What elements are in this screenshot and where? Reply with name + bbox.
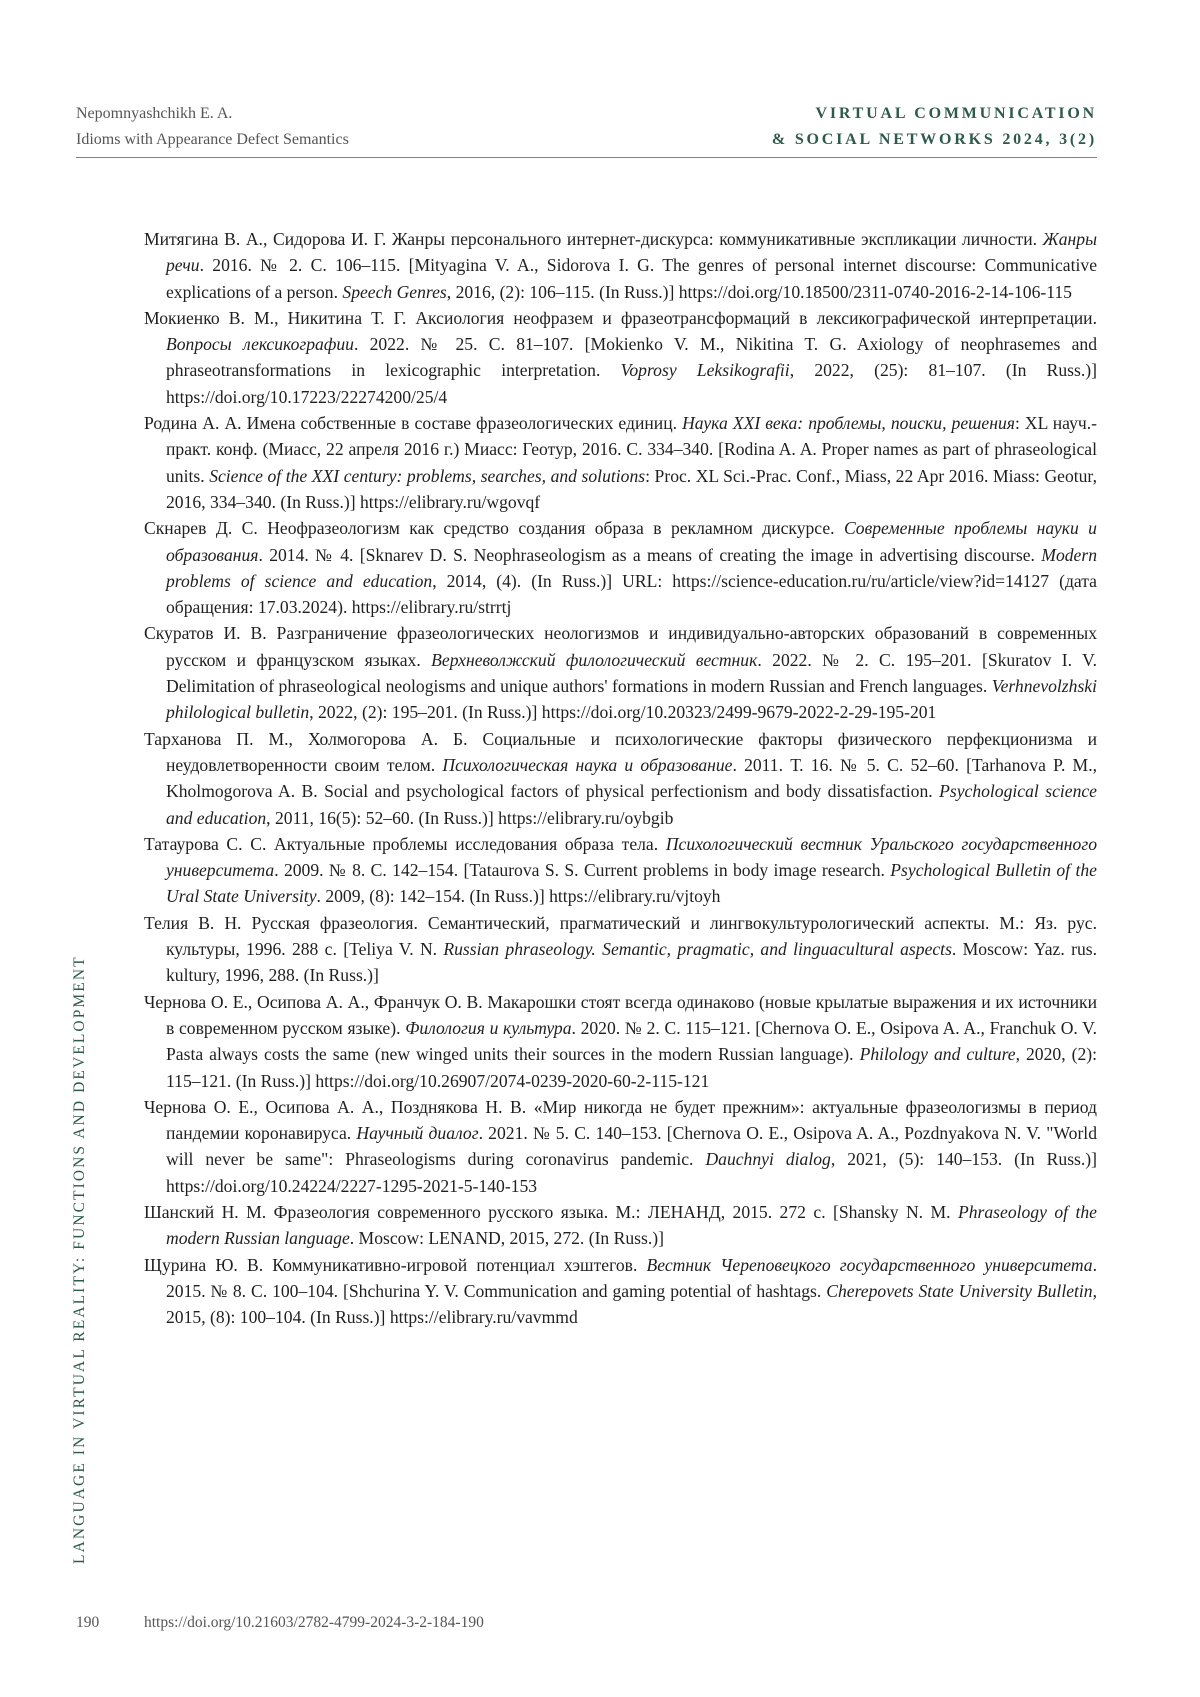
reference-source-title: Speech Genres bbox=[342, 281, 447, 302]
journal-title-line2: & SOCIAL NETWORKS 2024, 3(2) bbox=[771, 131, 1097, 148]
reference-text: . 2016. № 2. С. 106–115. [Mityagina V. A., Sidorova I. G. The genres of personal internet discourse: Communicative explications of a person. bbox=[166, 255, 1097, 302]
reference-text: . 2009. № 8. С. 142–154. [Tataurova S. S. Current problems in body image research. bbox=[274, 860, 891, 881]
reference-source-title: Phraseology of the modern Russian language bbox=[166, 1201, 1097, 1249]
reference-source-title: Психологический вестник Уральского государственного университета bbox=[166, 833, 1097, 881]
reference-source-title: Verhnevolzhski philological bulletin bbox=[166, 676, 1097, 723]
reference-entry bbox=[144, 305, 1097, 410]
reference-text: , 2022, (2): 195–201. (In Russ.)] https://doi.org/10.20323/2499-9679-2022-2-29-195-201 bbox=[309, 702, 937, 723]
reference-entry bbox=[144, 1199, 1097, 1252]
reference-source-title: Научный диалог bbox=[356, 1123, 479, 1144]
reference-source-title: Psychological science and education bbox=[166, 781, 1097, 828]
reference-source-title: Современные проблемы науки и образования bbox=[166, 518, 1097, 565]
reference-text: . 2022. № 25. С. 81–107. [Mokienko V. M., Nikitina T. G. Axiology of neophrasemes and phraseotransformations in lexicographic interpretation. bbox=[166, 334, 1097, 381]
reference-source-title: Cherepovets State University Bulletin bbox=[826, 1280, 1093, 1301]
reference-source-title: Voprosy Leksikografii bbox=[620, 360, 790, 381]
reference-entry bbox=[144, 410, 1097, 515]
reference-text: Скуратов И. В. Разграничение фразеологических неологизмов и индивидуально-авторских образований в современных русском и французском языках. bbox=[144, 623, 1097, 670]
reference-entry bbox=[144, 726, 1097, 831]
journal-title-line1: VIRTUAL COMMUNICATION bbox=[815, 105, 1097, 122]
reference-list bbox=[144, 226, 1097, 1330]
reference-text: . Moscow: LENAND, 2015, 272. (In Russ.)] bbox=[349, 1228, 664, 1249]
reference-source-title: Жанры речи bbox=[166, 229, 1097, 276]
reference-text: : Proc. XL Sci.-Prac. Conf., Miass, 22 Apr 2016. Miass: Geotur, 2016, 334–340. (In Russ.)] https://elibrary.ru/wgovqf bbox=[166, 465, 1097, 512]
reference-entry bbox=[144, 1252, 1097, 1331]
reference-source-title: Modern problems of science and education bbox=[166, 544, 1097, 591]
reference-text: . 2020. № 2. С. 115–121. [Chernova O. E., Osipova A. A., Franchuk O. V. Pasta always costs the same (new winged units their sources in the modern Russian language). bbox=[166, 1017, 1097, 1065]
reference-text: . Moscow: Yaz. rus. kultury, 1996, 288. (In Russ.)] bbox=[166, 939, 1097, 986]
reference-text: Шанский Н. М. Фразеология современного русского языка. М.: ЛЕНАНД, 2015. 272 с. [Shansky N. M. bbox=[144, 1201, 958, 1222]
reference-entry bbox=[144, 989, 1097, 1094]
reference-text: , 2014, (4). (In Russ.)] URL: https://science-education.ru/ru/article/view?id=14127 (дата обращения: 17.03.2024). https://elibrary.ru/strrtj bbox=[166, 570, 1097, 618]
reference-text: Щурина Ю. В. Коммуникативно-игровой потенциал хэштегов. bbox=[144, 1254, 647, 1275]
reference-text: Чернова О. Е., Осипова А. А., Позднякова Н. В. «Мир никогда не будет прежним»: актуальные фразеологизмы в период пандемии коронавируса. bbox=[144, 1096, 1097, 1144]
running-header-left bbox=[76, 101, 349, 153]
reference-text: Родина А. А. Имена собственные в составе фразеологических единиц. bbox=[144, 413, 683, 434]
header-author: Nepomnyashchikh E. A. bbox=[76, 105, 233, 122]
header-article-title: Idioms with Appearance Defect Semantics bbox=[76, 131, 349, 148]
journal-header bbox=[772, 101, 1097, 153]
reference-source-title: Dauchnyi dialog bbox=[705, 1149, 831, 1170]
sidebar-section-text: LANGUAGE IN VIRTUAL REALITY: FUNCTIONS AND DEVELOPMENT bbox=[71, 955, 88, 1564]
reference-text: . 2011. Т. 16. № 5. С. 52–60. [Tarhanova P. M., Kholmogorova A. B. Social and psychological factors of physical perfectionism and body dissatisfaction. bbox=[166, 754, 1097, 802]
reference-source-title: Вестник Череповецкого государственного университета bbox=[646, 1254, 1093, 1275]
reference-source-title: Psychological Bulletin of the Ural State University bbox=[166, 860, 1097, 907]
page-number: 190 bbox=[76, 1614, 100, 1631]
reference-entry bbox=[144, 620, 1097, 725]
reference-text: . 2022. № 2. С. 195–201. [Skuratov I. V. Delimitation of phraseological neologisms and unique authors' formations in modern Russian and French languages. bbox=[166, 649, 1098, 697]
reference-text: , 2021, (5): 140–153. (In Russ.)] https://doi.org/10.24224/2227-1295-2021-5-140-153 bbox=[166, 1149, 1097, 1196]
reference-entry bbox=[144, 831, 1097, 910]
reference-source-title: Science of the XXI century: problems, searches, and solutions bbox=[209, 465, 646, 486]
header-divider bbox=[76, 157, 1097, 158]
footer-doi-link[interactable]: https://doi.org/10.21603/2782-4799-2024-3-2-184-190 bbox=[144, 1614, 484, 1631]
reference-source-title: Верхневолжский филологический вестник bbox=[431, 649, 758, 670]
reference-text: Скнарев Д. С. Неофразеологизм как средство создания образа в рекламном дискурсе. bbox=[144, 518, 844, 539]
reference-text: , 2020, (2): 115–121. (In Russ.)] https://doi.org/10.26907/2074-0239-2020-60-2-115-121 bbox=[166, 1044, 1098, 1091]
reference-text: , 2015, (8): 100–104. (In Russ.)] https://elibrary.ru/vavmmd bbox=[166, 1280, 1097, 1328]
reference-text: Телия В. Н. Русская фразеология. Семантический, прагматический и лингвокультурологический аспекты. М.: Яз. рус. культуры, 1996. 288 с. [Teliya V. N. bbox=[144, 912, 1097, 960]
reference-entry bbox=[144, 910, 1097, 989]
reference-text: Татаурова С. С. Актуальные проблемы исследования образа тела. bbox=[144, 833, 666, 854]
reference-source-title: Наука XXI века: проблемы, поиски, решения bbox=[682, 413, 1015, 434]
reference-text: Мокиенко В. М., Никитина Т. Г. Аксиология неофразем и фразеотрансформаций в лексикографической интерпретации. bbox=[144, 307, 1097, 328]
reference-entry bbox=[144, 1094, 1097, 1199]
reference-text: . 2015. № 8. С. 100–104. [Shchurina Y. V. Communication and gaming potential of hashtags. bbox=[166, 1254, 1097, 1301]
reference-source-title: Russian phraseology. Semantic, pragmatic, and linguacultural aspects bbox=[443, 939, 952, 960]
reference-text: Тарханова П. М., Холмогорова А. Б. Социальные и психологические факторы физического перфекционизма и неудовлетворенности своим телом. bbox=[144, 728, 1097, 775]
reference-source-title: Вопросы лексикографии bbox=[166, 334, 354, 355]
reference-text: . 2009, (8): 142–154. (In Russ.)] https://elibrary.ru/vjtoyh bbox=[316, 886, 721, 907]
reference-text: , 2022, (25): 81–107. (In Russ.)] https://doi.org/10.17223/22274200/25/4 bbox=[166, 360, 1097, 407]
reference-entry bbox=[144, 226, 1097, 305]
reference-text: , 2011, 16(5): 52–60. (In Russ.)] https://elibrary.ru/oybgib bbox=[266, 807, 674, 828]
reference-text: . 2014. № 4. [Sknarev D. S. Neophraseologism as a means of creating the image in advertising discourse. bbox=[258, 544, 1042, 565]
reference-text: : XL науч.-практ. конф. (Миасс, 22 апреля 2016 г.) Миасс: Геотур, 2016. С. 334–340. [Rodina A. A. Proper names as part of phraseological units. bbox=[166, 413, 1098, 486]
reference-source-title: Психологическая наука и образование bbox=[442, 754, 733, 775]
reference-text: Чернова О. Е., Осипова А. А., Франчук О. В. Макарошки стоят всегда одинаково (новые крылатые выражения и их источники в современном русском языке). bbox=[144, 991, 1097, 1038]
reference-source-title: Philology and culture bbox=[859, 1044, 1016, 1065]
reference-entry bbox=[144, 515, 1097, 620]
reference-text: . 2021. № 5. С. 140–153. [Chernova O. E., Osipova A. A., Pozdnyakova N. V. "World will never be same": Phraseologisms during coronavirus pandemic. bbox=[166, 1123, 1097, 1170]
reference-source-title: Филология и культура bbox=[405, 1017, 572, 1038]
reference-text: , 2016, (2): 106–115. (In Russ.)] https://doi.org/10.18500/2311-0740-2016-2-14-106-115 bbox=[446, 281, 1072, 302]
reference-text: Митягина В. А., Сидорова И. Г. Жанры персонального интернет-дискурса: коммуникативные экспликации личности. bbox=[144, 229, 1043, 249]
